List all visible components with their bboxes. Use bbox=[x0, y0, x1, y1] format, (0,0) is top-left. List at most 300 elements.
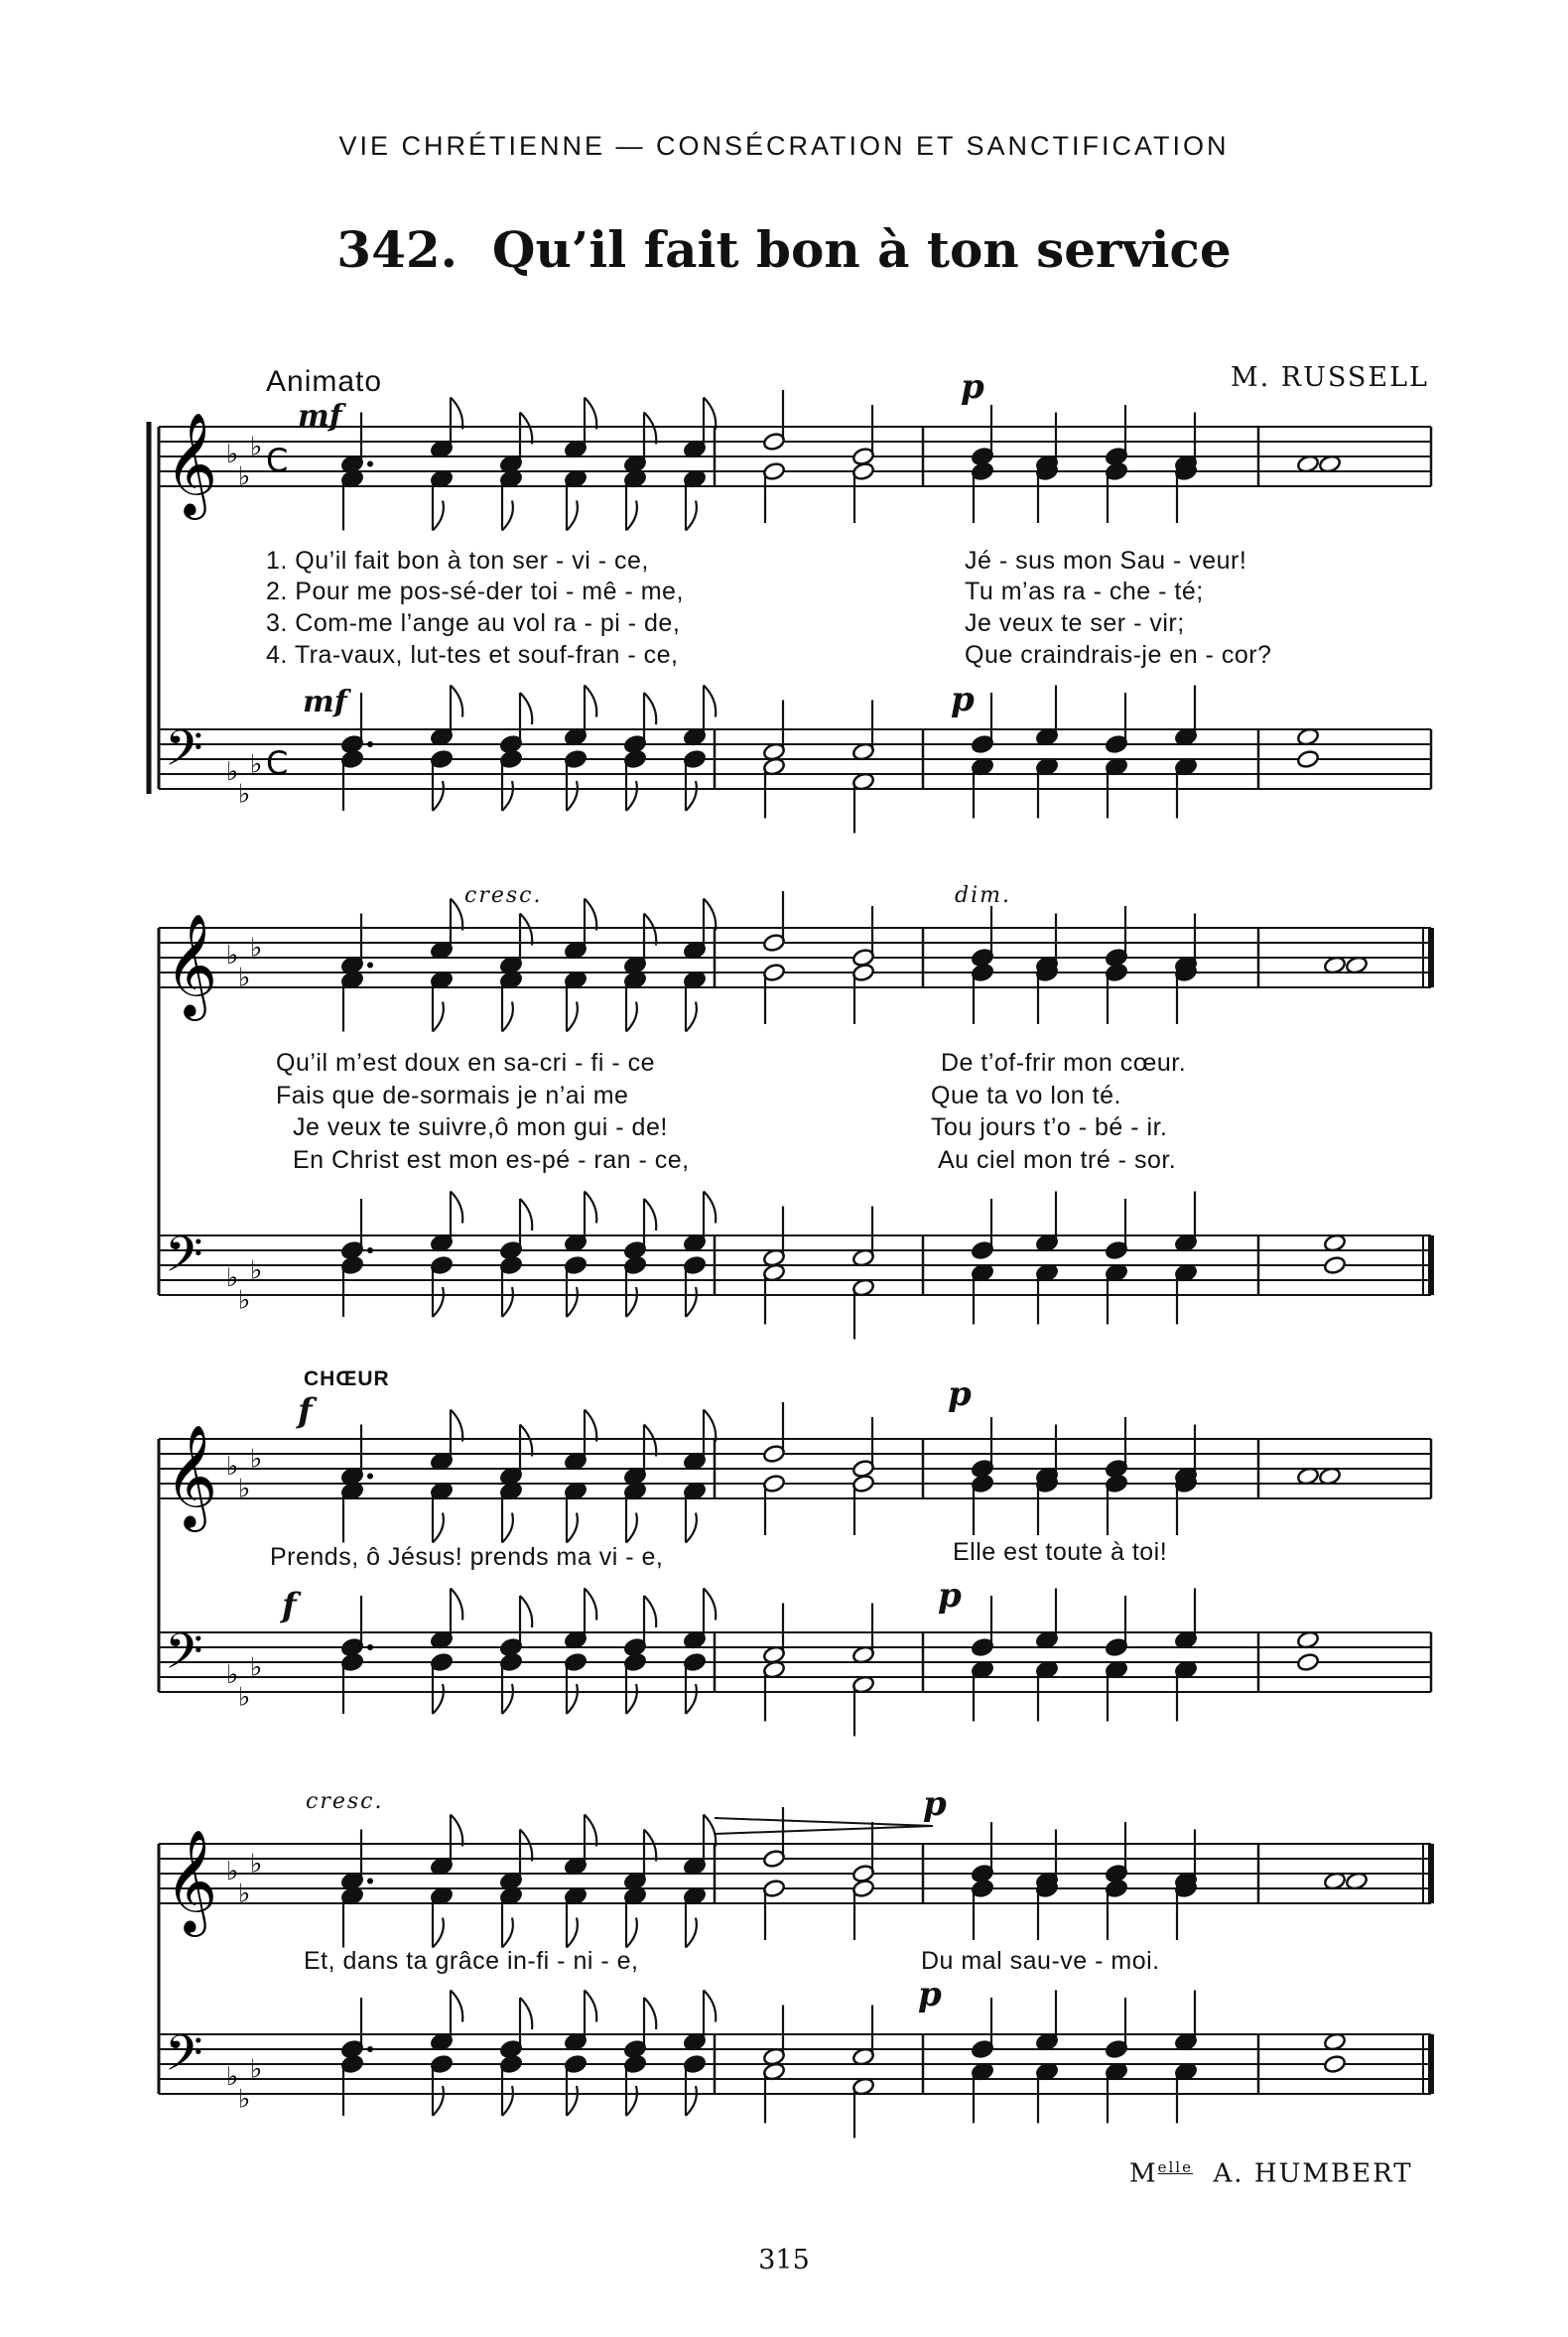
soprano-note bbox=[623, 914, 656, 975]
flat-sign: ♭ bbox=[226, 1452, 239, 1482]
alto-note bbox=[430, 1886, 454, 1948]
note-flag bbox=[585, 1589, 596, 1621]
dynamic-p-treble3: p bbox=[948, 1374, 972, 1414]
note-flag bbox=[686, 2086, 697, 2116]
verse1-line-a: 1. Qu’il fait bon à ton ser - vi - ce, bbox=[266, 547, 649, 575]
note-flag bbox=[704, 398, 716, 430]
soprano-half-note bbox=[851, 1417, 875, 1479]
bass-quarter-note bbox=[1035, 1263, 1059, 1325]
note-flag bbox=[686, 781, 697, 811]
note-flag bbox=[520, 1425, 532, 1457]
note-flag bbox=[704, 1192, 716, 1224]
tenor-quarter-note bbox=[1035, 1192, 1059, 1253]
note-flag bbox=[686, 1684, 697, 1714]
bass-whole-note bbox=[1323, 2054, 1347, 2074]
tenor-quarter-note bbox=[971, 693, 994, 754]
soprano-note bbox=[623, 1425, 656, 1487]
flat-sign: ♭ bbox=[250, 432, 263, 462]
note-flag bbox=[520, 413, 532, 445]
augmentation-dot bbox=[367, 461, 373, 467]
soprano-note bbox=[564, 899, 596, 961]
soprano-note bbox=[499, 1830, 532, 1891]
note-flag bbox=[644, 1998, 656, 2029]
flat-sign: ♭ bbox=[226, 757, 239, 787]
bass-quarter-note bbox=[1105, 1660, 1128, 1722]
bass-quarter-note bbox=[1035, 757, 1059, 819]
treble-clef-icon: 𝄞 bbox=[165, 412, 218, 516]
soprano-note bbox=[683, 1815, 716, 1877]
soprano-note bbox=[340, 1425, 364, 1487]
alto-note bbox=[623, 469, 647, 531]
alto-half-note bbox=[851, 1879, 875, 1940]
arranger-name: A. HUMBERT bbox=[1213, 2158, 1413, 2189]
bass-half-note bbox=[851, 772, 875, 834]
augmentation-dot bbox=[367, 1474, 373, 1480]
alto-note bbox=[430, 469, 454, 531]
decrescendo-hairpin bbox=[715, 1818, 933, 1834]
note-flag bbox=[626, 1513, 637, 1543]
flat-sign: ♭ bbox=[238, 963, 251, 993]
chorus-line2-b: Du mal sau-ve - moi. bbox=[921, 1947, 1160, 1975]
note-flag bbox=[567, 1002, 578, 1032]
alto-quarter-note bbox=[971, 1474, 994, 1535]
note-flag bbox=[585, 1192, 596, 1224]
flat-sign: ♭ bbox=[238, 1879, 251, 1909]
note-flag bbox=[567, 1684, 578, 1714]
verse2-line-c: Fais que de-sormais je n’ai me bbox=[276, 1082, 629, 1109]
verse4-line-a: 4. Tra-vaux, lut-tes et souf-fran - ce, bbox=[266, 641, 679, 669]
alto-quarter-note bbox=[1174, 1474, 1198, 1535]
verse1-line-b: Jé - sus mon Sau - veur! bbox=[965, 547, 1247, 575]
tenor-note bbox=[340, 693, 364, 754]
flat-sign: ♭ bbox=[226, 1660, 239, 1690]
cresc-marking-1: cresc. bbox=[464, 883, 543, 908]
bass-quarter-note bbox=[1035, 1660, 1059, 1722]
tenor-note bbox=[340, 1199, 364, 1260]
note-flag bbox=[704, 1815, 716, 1847]
soprano-quarter-note bbox=[971, 405, 994, 466]
alto-half-note bbox=[851, 461, 875, 523]
bass-whole-note bbox=[1323, 1255, 1347, 1275]
tenor-note bbox=[683, 1991, 716, 2052]
note-flag bbox=[626, 781, 637, 811]
bass-note bbox=[564, 749, 588, 811]
note-flag bbox=[433, 1918, 444, 1948]
soprano-note bbox=[683, 899, 716, 961]
alto-half-note bbox=[851, 963, 875, 1024]
soprano-quarter-note bbox=[1105, 1417, 1128, 1479]
augmentation-dot bbox=[367, 2046, 373, 2052]
tenor-half-note bbox=[851, 701, 875, 762]
soprano-half-note bbox=[762, 891, 786, 953]
soprano-note bbox=[430, 1410, 462, 1472]
bass-clef-icon: 𝄢 bbox=[165, 1226, 203, 1296]
flat-sign: ♭ bbox=[250, 1444, 263, 1475]
alto-note bbox=[683, 971, 707, 1032]
dynamic-p-treble4: p bbox=[923, 1784, 947, 1824]
soprano-quarter-note bbox=[1105, 405, 1128, 466]
bass-quarter-note bbox=[1174, 2062, 1198, 2124]
soprano-note bbox=[340, 413, 364, 474]
soprano-quarter-note bbox=[1105, 906, 1128, 968]
note-flag bbox=[585, 1815, 596, 1847]
note-flag bbox=[451, 1589, 462, 1621]
note-flag bbox=[502, 1918, 513, 1948]
bass-quarter-note bbox=[971, 2062, 994, 2124]
note-flag bbox=[433, 781, 444, 811]
note-flag bbox=[626, 1918, 637, 1948]
tenor-quarter-note bbox=[1035, 686, 1059, 747]
tenor-note bbox=[430, 686, 462, 747]
bass-clef-icon: 𝄢 bbox=[165, 1623, 203, 1693]
bass-note bbox=[340, 1652, 364, 1714]
bass-note bbox=[340, 1255, 364, 1317]
alto-quarter-note bbox=[1174, 963, 1198, 1024]
note-flag bbox=[433, 1513, 444, 1543]
soprano-note bbox=[340, 914, 364, 975]
note-flag bbox=[626, 1287, 637, 1317]
bass-note bbox=[564, 1652, 588, 1714]
augmentation-dot bbox=[367, 1879, 373, 1884]
alto-note bbox=[499, 1886, 523, 1948]
augmentation-dot bbox=[367, 1247, 373, 1253]
soprano-note bbox=[430, 1815, 462, 1877]
note-flag bbox=[502, 1287, 513, 1317]
composer-credit: M. RUSSELL bbox=[1231, 362, 1429, 393]
hymn-number: 342. bbox=[336, 220, 458, 279]
note-flag bbox=[567, 501, 578, 531]
bass-note bbox=[430, 1652, 454, 1714]
alto-note bbox=[499, 469, 523, 531]
tenor-half-note bbox=[762, 1207, 786, 1268]
dynamic-f-bass3: f bbox=[282, 1586, 297, 1625]
time-signature-common-icon: C bbox=[266, 442, 289, 479]
note-flag bbox=[502, 1513, 513, 1543]
note-flag bbox=[520, 1830, 532, 1862]
soprano-note bbox=[430, 398, 462, 459]
tenor-note bbox=[430, 1589, 462, 1650]
alto-note bbox=[623, 1886, 647, 1948]
bass-note bbox=[499, 1652, 523, 1714]
tenor-half-note bbox=[762, 701, 786, 762]
augmentation-dot bbox=[367, 1644, 373, 1650]
note-flag bbox=[567, 2086, 578, 2116]
soprano-note bbox=[499, 914, 532, 975]
alto-note bbox=[564, 1482, 588, 1543]
note-flag bbox=[686, 1513, 697, 1543]
note-flag bbox=[686, 1287, 697, 1317]
bass-note bbox=[623, 1255, 647, 1317]
note-flag bbox=[567, 781, 578, 811]
bass-half-note bbox=[762, 1660, 786, 1722]
alto-note bbox=[683, 469, 707, 531]
soprano-half-note bbox=[851, 405, 875, 466]
open-notehead bbox=[1296, 749, 1320, 769]
bass-note bbox=[564, 1255, 588, 1317]
verse1-line-c: Qu’il m’est doux en sa-cri - fi - ce bbox=[276, 1049, 655, 1077]
tenor-note bbox=[683, 1589, 716, 1650]
flat-sign: ♭ bbox=[238, 779, 251, 810]
note-flag bbox=[502, 501, 513, 531]
note-flag bbox=[433, 501, 444, 531]
bass-half-note bbox=[851, 2077, 875, 2139]
verse4-line-b: Que craindrais-je en - cor? bbox=[965, 641, 1272, 669]
tenor-quarter-note bbox=[1105, 1199, 1128, 1260]
verse3-line-b: Je veux te ser - vir; bbox=[965, 609, 1185, 637]
chorus-line1-b: Elle est toute à toi! bbox=[953, 1538, 1168, 1566]
soprano-half-note bbox=[762, 1807, 786, 1869]
flat-sign: ♭ bbox=[250, 933, 263, 964]
flat-sign: ♭ bbox=[238, 2084, 251, 2115]
bass-quarter-note bbox=[1174, 1263, 1198, 1325]
chorus-line1-a: Prends, ô Jésus! prends ma vi - e, bbox=[270, 1543, 664, 1571]
alto-half-note bbox=[762, 963, 786, 1024]
note-flag bbox=[451, 1991, 462, 2022]
bass-note bbox=[623, 2054, 647, 2116]
bass-note bbox=[623, 749, 647, 811]
note-flag bbox=[567, 1513, 578, 1543]
note-flag bbox=[644, 693, 656, 724]
note-flag bbox=[704, 686, 716, 717]
note-flag bbox=[520, 1596, 532, 1627]
tenor-quarter-note bbox=[1105, 693, 1128, 754]
soprano-quarter-note bbox=[1105, 1822, 1128, 1883]
tenor-half-note bbox=[851, 1604, 875, 1665]
page-number: 315 bbox=[758, 2245, 810, 2275]
note-flag bbox=[704, 1410, 716, 1442]
note-flag bbox=[585, 1991, 596, 2022]
flat-sign: ♭ bbox=[226, 941, 239, 971]
flat-sign: ♭ bbox=[250, 1849, 263, 1880]
flat-sign: ♭ bbox=[238, 1474, 251, 1504]
note-flag bbox=[567, 1918, 578, 1948]
bass-whole-note bbox=[1296, 1652, 1320, 1672]
section-header: VIE CHRÉTIENNE — CONSÉCRATION ET SANCTIFICATION bbox=[338, 131, 1230, 161]
cresc-marking-2: cresc. bbox=[306, 1789, 384, 1814]
verse4-line-d: Au ciel mon tré - sor. bbox=[938, 1146, 1177, 1174]
alto-note bbox=[499, 1482, 523, 1543]
dynamic-mf-treble1: mf bbox=[298, 399, 342, 434]
tenor-quarter-note bbox=[1105, 1596, 1128, 1657]
bass-clef-icon: 𝄢 bbox=[165, 2024, 203, 2095]
alto-quarter-note bbox=[1035, 963, 1059, 1024]
choeur-label: CHŒUR bbox=[304, 1367, 390, 1390]
note-flag bbox=[686, 1002, 697, 1032]
bass-note bbox=[499, 749, 523, 811]
note-flag bbox=[502, 2086, 513, 2116]
alto-quarter-note bbox=[971, 963, 994, 1024]
tenor-quarter-note bbox=[1174, 1192, 1198, 1253]
verse4-line-c: En Christ est mon es-pé - ran - ce, bbox=[293, 1146, 690, 1174]
alto-quarter-note bbox=[1105, 963, 1128, 1024]
alto-quarter-note bbox=[1105, 461, 1128, 523]
alto-note bbox=[499, 971, 523, 1032]
verse3-line-d: Tou jours t’o - bé - ir. bbox=[931, 1113, 1168, 1141]
bass-note bbox=[499, 1255, 523, 1317]
alto-quarter-note bbox=[1174, 461, 1198, 523]
note-flag bbox=[704, 1991, 716, 2022]
alto-half-note bbox=[762, 461, 786, 523]
tenor-note bbox=[340, 1998, 364, 2059]
augmentation-dot bbox=[367, 963, 373, 969]
alto-note bbox=[683, 1482, 707, 1543]
flat-sign: ♭ bbox=[226, 440, 239, 469]
soprano-note bbox=[683, 398, 716, 459]
soprano-half-note bbox=[851, 906, 875, 968]
note-flag bbox=[626, 2086, 637, 2116]
tenor-quarter-note bbox=[971, 1199, 994, 1260]
soprano-note bbox=[499, 1425, 532, 1487]
note-flag bbox=[686, 1918, 697, 1948]
open-notehead bbox=[1296, 1652, 1320, 1672]
tenor-note bbox=[430, 1192, 462, 1253]
note-flag bbox=[644, 1830, 656, 1862]
verse2-line-d: Que ta vo lon té. bbox=[931, 1082, 1121, 1109]
treble-clef-icon: 𝄞 bbox=[165, 913, 218, 1017]
tenor-quarter-note bbox=[1105, 1998, 1128, 2059]
tenor-note bbox=[564, 1192, 596, 1253]
verse3-line-a: 3. Com-me l’ange au vol ra - pi - de, bbox=[266, 609, 681, 637]
bass-quarter-note bbox=[1174, 757, 1198, 819]
bass-note bbox=[683, 1255, 707, 1317]
tenor-quarter-note bbox=[1174, 686, 1198, 747]
bass-whole-note bbox=[1296, 749, 1320, 769]
note-flag bbox=[433, 1287, 444, 1317]
bass-quarter-note bbox=[971, 1660, 994, 1722]
chorus-line2-a: Et, dans ta grâce in-fi - ni - e, bbox=[304, 1947, 639, 1975]
soprano-quarter-note bbox=[971, 906, 994, 968]
tenor-half-note bbox=[762, 2006, 786, 2067]
alto-quarter-note bbox=[971, 1879, 994, 1940]
tempo-marking: Animato bbox=[266, 365, 383, 398]
soprano-half-note bbox=[762, 390, 786, 452]
alto-quarter-note bbox=[1035, 461, 1059, 523]
alto-note bbox=[340, 1482, 364, 1543]
tenor-quarter-note bbox=[971, 1998, 994, 2059]
bass-half-note bbox=[851, 1278, 875, 1340]
soprano-half-note bbox=[851, 1822, 875, 1883]
alto-quarter-note bbox=[1035, 1474, 1059, 1535]
bass-half-note bbox=[762, 2062, 786, 2124]
alto-note bbox=[564, 971, 588, 1032]
tenor-half-note bbox=[851, 2006, 875, 2067]
note-flag bbox=[520, 914, 532, 946]
hymn-title-text: Qu’il fait bon à ton service bbox=[491, 220, 1232, 279]
alto-note bbox=[430, 971, 454, 1032]
bass-note bbox=[340, 2054, 364, 2116]
note-flag bbox=[502, 1684, 513, 1714]
tenor-quarter-note bbox=[1174, 1991, 1198, 2052]
alto-quarter-note bbox=[1105, 1474, 1128, 1535]
arranger-prefix: M bbox=[1129, 2158, 1158, 2189]
note-flag bbox=[626, 501, 637, 531]
tenor-note bbox=[564, 1589, 596, 1650]
tenor-half-note bbox=[851, 1207, 875, 1268]
note-flag bbox=[644, 413, 656, 445]
tenor-quarter-note bbox=[971, 1596, 994, 1657]
flat-sign: ♭ bbox=[250, 1652, 263, 1683]
verse1-line-d: De t’of-frir mon cœur. bbox=[941, 1049, 1187, 1077]
open-notehead bbox=[1323, 2054, 1347, 2074]
note-flag bbox=[433, 1684, 444, 1714]
note-flag bbox=[644, 1199, 656, 1231]
alto-note bbox=[340, 469, 364, 531]
tenor-quarter-note bbox=[1174, 1589, 1198, 1650]
alto-quarter-note bbox=[1174, 1879, 1198, 1940]
note-flag bbox=[704, 899, 716, 931]
soprano-note bbox=[340, 1830, 364, 1891]
alto-half-note bbox=[762, 1474, 786, 1535]
note-flag bbox=[686, 501, 697, 531]
tenor-quarter-note bbox=[1035, 1991, 1059, 2052]
note-flag bbox=[451, 1192, 462, 1224]
time-signature-common-icon: C bbox=[266, 744, 289, 782]
bass-note bbox=[683, 2054, 707, 2116]
note-flag bbox=[433, 2086, 444, 2116]
bass-note bbox=[430, 749, 454, 811]
verse2-line-a: 2. Pour me pos-sé-der toi - mê - me, bbox=[266, 578, 684, 605]
dynamic-p-bass1: p bbox=[951, 680, 975, 719]
note-flag bbox=[644, 1596, 656, 1627]
note-flag bbox=[585, 899, 596, 931]
note-flag bbox=[644, 914, 656, 946]
soprano-note bbox=[623, 1830, 656, 1891]
alto-note bbox=[564, 1886, 588, 1948]
bass-quarter-note bbox=[1174, 1660, 1198, 1722]
note-flag bbox=[451, 686, 462, 717]
soprano-note bbox=[683, 1410, 716, 1472]
tenor-note bbox=[683, 1192, 716, 1253]
bass-note bbox=[683, 749, 707, 811]
bass-note bbox=[430, 1255, 454, 1317]
augmentation-dot bbox=[367, 741, 373, 747]
tenor-note bbox=[683, 686, 716, 747]
alto-note bbox=[683, 1886, 707, 1948]
note-flag bbox=[520, 1998, 532, 2029]
note-flag bbox=[585, 398, 596, 430]
flat-sign: ♭ bbox=[238, 1682, 251, 1713]
tenor-note bbox=[564, 686, 596, 747]
bass-note bbox=[623, 1652, 647, 1714]
open-notehead bbox=[1323, 1255, 1347, 1275]
bass-note bbox=[340, 749, 364, 811]
soprano-note bbox=[564, 1410, 596, 1472]
alto-quarter-note bbox=[971, 461, 994, 523]
alto-quarter-note bbox=[1035, 1879, 1059, 1940]
soprano-note bbox=[430, 899, 462, 961]
note-flag bbox=[502, 1002, 513, 1032]
tenor-half-note bbox=[762, 1604, 786, 1665]
flat-sign: ♭ bbox=[250, 1255, 263, 1286]
alto-note bbox=[564, 469, 588, 531]
dim-marking: dim. bbox=[955, 883, 1011, 908]
flat-sign: ♭ bbox=[238, 461, 251, 492]
soprano-quarter-note bbox=[971, 1417, 994, 1479]
tenor-note bbox=[340, 1596, 364, 1657]
note-flag bbox=[451, 1815, 462, 1847]
tenor-quarter-note bbox=[1035, 1589, 1059, 1650]
tenor-note bbox=[564, 1991, 596, 2052]
bass-half-note bbox=[762, 757, 786, 819]
bass-note bbox=[683, 1652, 707, 1714]
note-flag bbox=[626, 1002, 637, 1032]
note-flag bbox=[585, 1410, 596, 1442]
flat-sign: ♭ bbox=[226, 2062, 239, 2092]
dynamic-p-treble1: p bbox=[961, 367, 984, 407]
soprano-note bbox=[564, 398, 596, 459]
note-flag bbox=[567, 1287, 578, 1317]
treble-clef-icon: 𝄞 bbox=[165, 1424, 218, 1528]
